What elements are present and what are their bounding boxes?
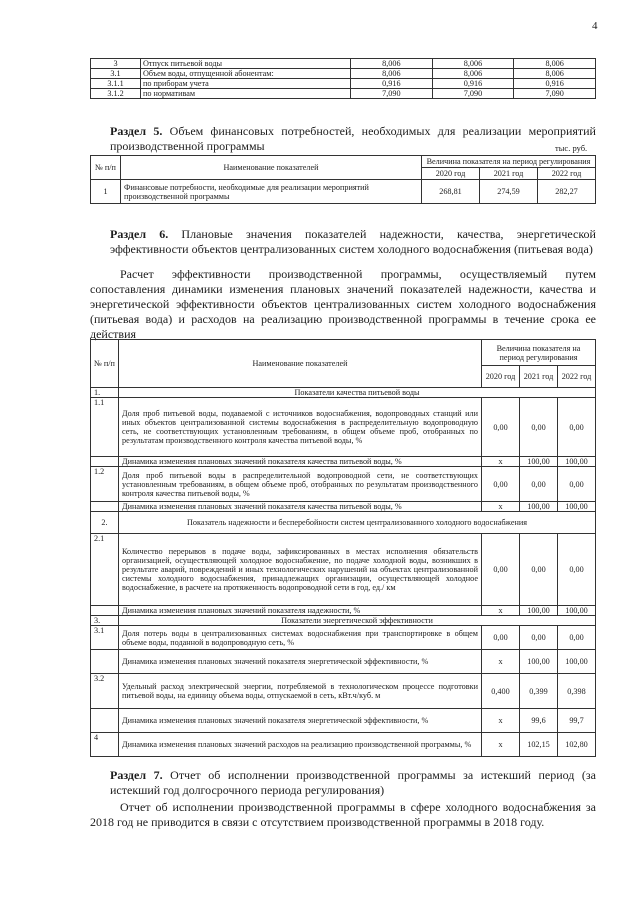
group-num: 1.	[91, 388, 119, 398]
value-2021: 100,00	[520, 457, 558, 467]
row-name: Объем воды, отпущенной абонентам:	[141, 69, 351, 79]
value-2022: 7,090	[514, 89, 596, 99]
row-num: 1.1	[91, 398, 119, 457]
dynamics-row: Динамика изменения плановых значений показателя качества питьевой воды, %	[119, 457, 482, 467]
year-2022-header: 2022 год	[538, 168, 596, 180]
row-num: 3	[91, 59, 141, 69]
row-num: 1.2	[91, 467, 119, 502]
section7-paragraph: Отчет об исполнении производственной программы в сфере холодного водоснабжения за 2018 год не приводится в связи с отсутствием производственной программы в 2018 году.	[90, 800, 596, 829]
value-2021: 0,00	[520, 534, 558, 606]
table-row	[91, 59, 596, 69]
value-2022: 100,00	[558, 606, 596, 616]
value-2021: 0,399	[520, 674, 558, 709]
section6-label: Раздел 6.	[110, 227, 169, 241]
indicators-table	[90, 339, 596, 757]
row-num: 3.2	[91, 674, 119, 709]
table-row	[91, 79, 596, 89]
value-2021: 274,59	[480, 180, 538, 204]
dynamics-row: Динамика изменения плановых значений показателя энергетической эффективности, %	[119, 650, 482, 674]
value-2021: 0,00	[520, 626, 558, 650]
section7-heading	[110, 768, 596, 798]
value-2021: 0,916	[432, 79, 514, 89]
water-supply-table	[90, 58, 596, 99]
value-2020: 8,006	[351, 69, 433, 79]
row-num	[91, 650, 119, 674]
group-num: 3.	[91, 616, 119, 626]
section6-title: Плановые значения показателей надежности, качества, энергетической эффективности объектов централизованных систем холодного водоснабжения (питьевая вода)	[110, 227, 596, 256]
value-2021: 8,006	[432, 59, 514, 69]
row-name: Доля проб питьевой воды в распределительной водопроводной сети, не соответствующих установленным требованиям, в общем объеме проб, отобранных по результатам производственного контроля качества питьевой воды, %	[119, 467, 482, 502]
col-value-header: Величина показателя на период регулирования	[482, 340, 596, 366]
unit-label: тыс. руб.	[555, 143, 588, 153]
value-2020: x	[482, 502, 520, 512]
row-num	[91, 709, 119, 733]
value-2022: 0,00	[558, 626, 596, 650]
value-2020: 268,81	[422, 180, 480, 204]
section6-paragraph: Расчет эффективности производственной программы, осуществляемый путем сопоставления динамики изменения плановых значений показателей надежности, качества и энергетической эффективности объектов централизованных систем холодного водоснабжения (питьевая вода) и расходов на реализацию производственной программы в течение срока ее действия	[90, 267, 596, 341]
finance-table	[90, 155, 596, 204]
value-2020: 0,00	[482, 626, 520, 650]
year-2022-header: 2022 год	[558, 366, 596, 388]
row-num	[91, 606, 119, 616]
row-num: 2.1	[91, 534, 119, 606]
value-2021: 99,6	[520, 709, 558, 733]
value-2020: 0,00	[482, 534, 520, 606]
value-2022: 0,398	[558, 674, 596, 709]
row-name: по приборам учета	[141, 79, 351, 89]
value-2021: 8,006	[432, 69, 514, 79]
row-num: 3.1	[91, 69, 141, 79]
value-2022: 0,00	[558, 398, 596, 457]
col-name-header: Наименование показателей	[121, 156, 422, 180]
value-2022: 282,27	[538, 180, 596, 204]
row-num: 3.1.1	[91, 79, 141, 89]
value-2020: x	[482, 606, 520, 616]
row-num: 3.1.2	[91, 89, 141, 99]
year-2020-header: 2020 год	[422, 168, 480, 180]
row-name: Доля проб питьевой воды, подаваемой с источников водоснабжения, водопроводных станций или иных объектов централизованной системы водоснабжения в распределительную водопроводную сеть, не соответствующих установленным требованиям, в общем объеме проб, отобранных по результатам производственного контроля качества питьевой воды, %	[119, 398, 482, 457]
value-2021: 0,00	[520, 398, 558, 457]
table-row	[91, 69, 596, 79]
value-2021: 100,00	[520, 650, 558, 674]
value-2021: 100,00	[520, 606, 558, 616]
value-2022: 8,006	[514, 69, 596, 79]
section5-heading	[110, 124, 596, 154]
value-2020: 0,00	[482, 398, 520, 457]
section7-label: Раздел 7.	[110, 768, 163, 782]
value-2021: 100,00	[520, 502, 558, 512]
value-2022: 0,916	[514, 79, 596, 89]
dynamics-row: Динамика изменения плановых значений показателя энергетической эффективности, %	[119, 709, 482, 733]
value-2022: 0,00	[558, 467, 596, 502]
value-2020: 0,916	[351, 79, 433, 89]
value-2020: 0,00	[482, 467, 520, 502]
year-2021-header: 2021 год	[520, 366, 558, 388]
row-num: 4	[91, 733, 119, 757]
value-2022: 0,00	[558, 534, 596, 606]
value-2022: 100,00	[558, 457, 596, 467]
row-num: 3.1	[91, 626, 119, 650]
value-2022: 102,80	[558, 733, 596, 757]
page-number: 4	[592, 20, 598, 32]
year-2020-header: 2020 год	[482, 366, 520, 388]
value-2020: x	[482, 709, 520, 733]
value-2022: 8,006	[514, 59, 596, 69]
value-2021: 7,090	[432, 89, 514, 99]
table-row	[91, 89, 596, 99]
row-name: Динамика изменения плановых значений расходов на реализацию производственной программы, %	[119, 733, 482, 757]
col-value-header: Величина показателя на период регулирования	[422, 156, 596, 168]
value-2020: 8,006	[351, 59, 433, 69]
dynamics-row: Динамика изменения плановых значений показателя надежности, %	[119, 606, 482, 616]
value-2021: 102,15	[520, 733, 558, 757]
value-2020: x	[482, 457, 520, 467]
value-2022: 99,7	[558, 709, 596, 733]
group-title: Показатель надежности и бесперебойности систем централизованного холодного водоснабжения	[119, 512, 596, 534]
col-num-header: № п/п	[91, 156, 121, 180]
group-num: 2.	[91, 512, 119, 534]
value-2020: 0,400	[482, 674, 520, 709]
group-title: Показатели энергетической эффективности	[119, 616, 596, 626]
section5-label: Раздел 5.	[110, 124, 163, 138]
section5-title: Объем финансовых потребностей, необходимых для реализации мероприятий производственной программы	[110, 124, 596, 153]
row-name: Доля потерь воды в централизованных системах водоснабжения при транспортировке в общем объеме воды, поданной в водопроводную сеть, %	[119, 626, 482, 650]
value-2022: 100,00	[558, 502, 596, 512]
row-name: Удельный расход электрической энергии, потребляемой в технологическом процессе подготовки питьевой воды, на единицу объема воды, отпускаемой в сеть, кВт.ч/куб. м	[119, 674, 482, 709]
col-num-header: № п/п	[91, 340, 119, 388]
row-name: Количество перерывов в подаче воды, зафиксированных в местах исполнения обязательств организацией, осуществляющей холодное водоснабжение, по подаче холодной воды, возникших в результате аварий, повреждений и иных технологических нарушений на объектах централизованной системы холодного водоснабжения, принадлежащих организации, осуществляющей холодное водоснабжение, в расчете на протяженность водопроводной сети в год, ед./ км	[119, 534, 482, 606]
row-num	[91, 457, 119, 467]
value-2020: x	[482, 650, 520, 674]
section6-heading	[110, 227, 596, 257]
row-num: 1	[91, 180, 121, 204]
value-2021: 0,00	[520, 467, 558, 502]
row-num	[91, 502, 119, 512]
value-2022: 100,00	[558, 650, 596, 674]
year-2021-header: 2021 год	[480, 168, 538, 180]
row-name: Отпуск питьевой воды	[141, 59, 351, 69]
col-name-header: Наименование показателей	[119, 340, 482, 388]
row-name: Финансовые потребности, необходимые для реализации мероприятий производственной программы	[121, 180, 422, 204]
value-2020: 7,090	[351, 89, 433, 99]
section7-title: Отчет об исполнении производственной программы за истекший период (за истекший год долгосрочного периода регулирования)	[110, 768, 596, 797]
group-title: Показатели качества питьевой воды	[119, 388, 596, 398]
dynamics-row: Динамика изменения плановых значений показателя качества питьевой воды, %	[119, 502, 482, 512]
row-name: по нормативам	[141, 89, 351, 99]
value-2020: x	[482, 733, 520, 757]
